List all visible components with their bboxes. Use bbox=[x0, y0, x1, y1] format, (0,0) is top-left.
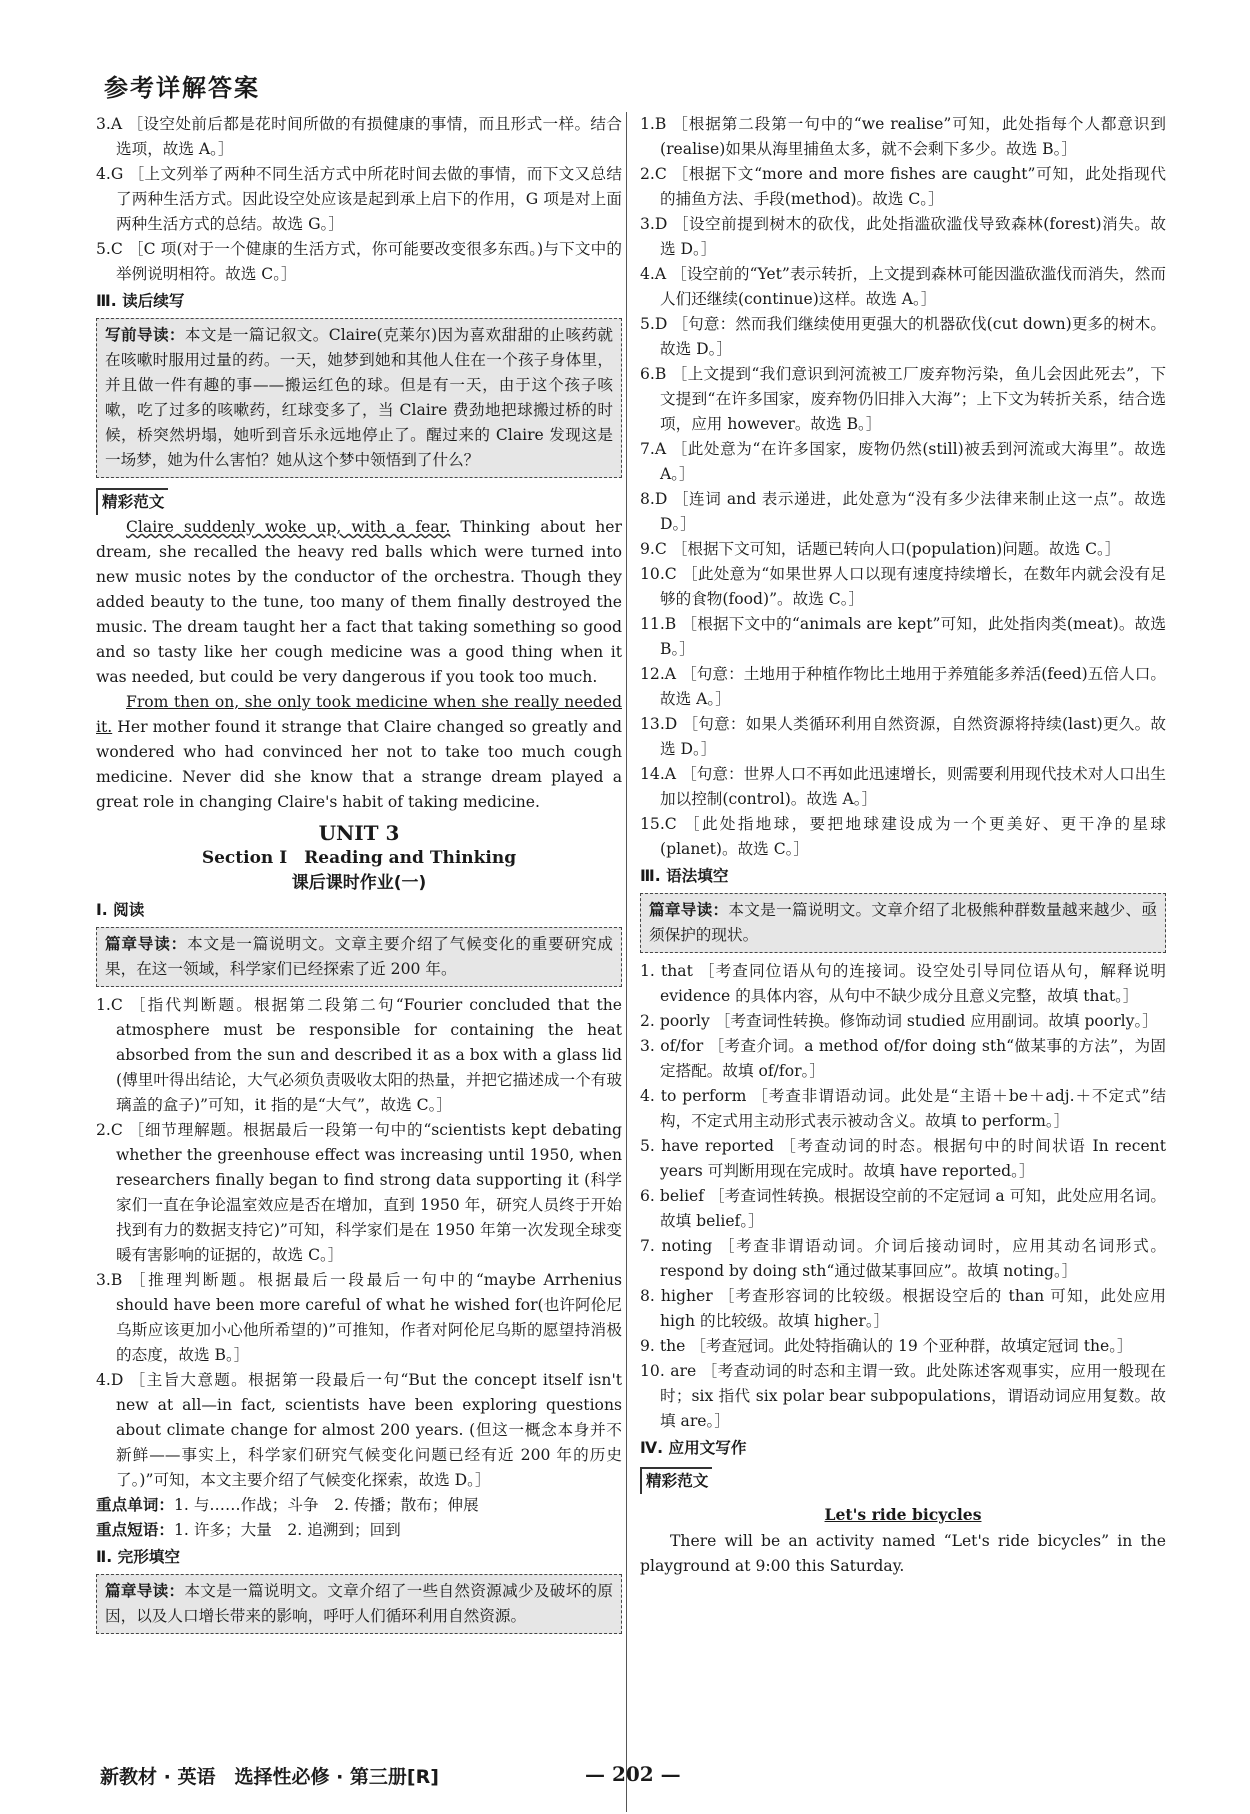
essay-paragraph bbox=[96, 690, 622, 815]
answer-item: 4.D ［主旨大意题。根据第一段最后一句“But the concept itself isn't new at all—in fact, scientists have been exploring questions about climate change for almost 200 years. (但这一概念本身并不新鲜——事实上，科学家们研究气候变化问题已经有近 200 年的历史了。)”可知，本文主要介绍了气候变化探索，故选 D。］ bbox=[96, 1371, 622, 1489]
section-title: Section Ⅰ Reading and Thinking bbox=[201, 848, 517, 868]
answer-item: 1.B ［根据第二段第一句中的“we realise”可知，此处指每个人都意识到(realise)如果从海里捕鱼太多，就不会剩下多少。故选 B。］ bbox=[640, 115, 1166, 158]
answer-item: 8.D ［连词 and 表示递进，此处意为“没有多少法律来制止这一点”。故选 D。］ bbox=[640, 490, 1166, 533]
right-column bbox=[640, 112, 1166, 1579]
answer-item: 2.C ［根据下文“more and more fishes are caught”可知，此处指现代的捕鱼方法、手段(method)。故选 C。］ bbox=[640, 165, 1166, 208]
key-words-label: 重点单词： bbox=[96, 1496, 174, 1514]
answer-item: 4. to perform ［考查非谓语动词。此处是“主语＋be＋adj.＋不定式”结构，不定式用主动形式表示被动含义。故填 to perform。］ bbox=[640, 1087, 1166, 1130]
section-heading: Ⅰ. 阅读 bbox=[96, 901, 145, 919]
underlined-sentence: Claire suddenly woke up, with a fear. bbox=[126, 518, 451, 536]
answer-item: 5.C ［C 项(对于一个健康的生活方式，你可能要改变很多东西。)与下文中的举例说明相符。故选 C。］ bbox=[96, 240, 622, 283]
answer-item: 4.A ［设空前的“Yet”表示转折，上文提到森林可能因滥砍滥伐而消失，然而人们还继续(continue)这样。故选 A。］ bbox=[640, 265, 1166, 308]
answer-item: 9. the ［考查冠词。此处特指确认的 19 个亚种群，故填定冠词 the。］ bbox=[640, 1337, 1133, 1355]
key-words-text: 1. 与……作战；斗争 2. 传播；散布；伸展 bbox=[173, 1496, 479, 1514]
key-phrases bbox=[96, 1518, 622, 1543]
answer-item: 5.D ［句意：然而我们继续使用更强大的机器砍伐(cut down)更多的树木。故选 D。］ bbox=[640, 315, 1166, 358]
answer-item: 10.C ［此处意为“如果世界人口以现有速度持续增长，在数年内就会没有足够的食物(food)”。故选 C。］ bbox=[640, 565, 1166, 608]
underlined-sentence: From then on, she only took medicine when she really needed it. bbox=[96, 693, 622, 736]
reading-guide bbox=[96, 1574, 622, 1634]
paragraph-text: Thinking about her dream, she recalled the heavy red balls which were turned into new music notes by the conductor of the orchestra. Though they added beauty to the tune, too many of them finally destroyed the music. The dream taught her a fact that taking something so good and so tasty like her cough medicine was a good thing when it was needed, but could be very dangerous if you took too much. bbox=[96, 518, 622, 686]
answer-item: 3.D ［设空前提到树木的砍伐，此处指滥砍滥伐导致森林(forest)消失。故选 D。］ bbox=[640, 215, 1166, 258]
section-heading: Ⅱ. 完形填空 bbox=[96, 1548, 180, 1566]
answer-item: 5. have reported ［考查动词的时态。根据句中的时间状语 In recent years 可判断用现在完成时。故填 have reported。］ bbox=[640, 1137, 1166, 1180]
guide-text: 本文是一篇说明文。文章主要介绍了气候变化的重要研究成果，在这一领域，科学家们已经探索了近 200 年。 bbox=[105, 935, 613, 978]
reading-guide bbox=[96, 927, 622, 987]
answer-item: 13.D ［句意：如果人类循环利用自然资源，自然资源将持续(last)更久。故选 D。］ bbox=[640, 715, 1166, 758]
column-divider bbox=[626, 112, 627, 1812]
model-essay bbox=[640, 1529, 1166, 1579]
page-number: — 202 — bbox=[585, 1762, 681, 1786]
answer-item: 12.A ［句意：土地用于种植作物比土地用于养殖能多养活(feed)五倍人口。故选 A。］ bbox=[640, 665, 1166, 708]
guide-label: 写前导读： bbox=[105, 326, 185, 344]
essay-paragraph: There will be an activity named “Let's ride bicycles” in the playground at 9:00 this Saturday. bbox=[640, 1532, 1166, 1575]
guide-label: 篇章导读： bbox=[105, 935, 188, 953]
answer-item: 3. of/for ［考查介词。a method of/for doing sth“做某事的方法”，为固定搭配。故填 of/for。］ bbox=[640, 1037, 1166, 1080]
reading-guide bbox=[640, 893, 1166, 953]
answer-item: 3.B ［推理判断题。根据最后一段最后一句中的“maybe Arrhenius should have been more careful of what he wished for(也许阿伦尼乌斯应该更加小心他所希望的)”可推知，作者对阿伦尼乌斯的愿望持消极的态度，故选 B。］ bbox=[96, 1271, 622, 1364]
answer-item: 3.A ［设空处前后都是花时间所做的有损健康的事情，而且形式一样。结合选项，故选 A。］ bbox=[96, 115, 622, 158]
answer-item: 11.B ［根据下文中的“animals are kept”可知，此处指肉类(meat)。故选 B。］ bbox=[640, 615, 1166, 658]
unit-title: UNIT 3 bbox=[318, 821, 400, 845]
book-title: 新教材 · 英语 选择性必修 · 第三册[R] bbox=[100, 1766, 439, 1788]
guide-text: 本文是一篇记叙文。Claire(克莱尔)因为喜欢甜甜的止咳药就在咳嗽时服用过量的药。一天，她梦到她和其他人住在一个孩子身体里，并且做一件有趣的事——搬运红色的球。但是有一天，由于这个孩子咳嗽，吃了过多的咳嗽药，红球变多了，当 Claire 费劲地把球搬过桥的时候，桥突然坍塌，她听到音乐永远地停止了。醒过来的 Claire 发现这是一场梦，她为什么害怕？她从这个梦中领悟到了什么？ bbox=[105, 326, 613, 469]
answer-item: 2.C ［细节理解题。根据最后一段第一句中的“scientists kept debating whether the greenhouse effect was increasing until 1950, when researchers finally began to find strong data supporting it (科学家们一直在争论温室效应是否在增加，直到 1950 年，研究人员终于开始找到有力的数据支持它)”可知，科学家们是在 1950 年第一次发现全球变暖有害影响的证据的，故选 C。］ bbox=[96, 1121, 622, 1264]
answer-item: 1.C ［指代判断题。根据第二段第二句“Fourier concluded that the atmosphere must be responsible for containing the heat absorbed from the sun and described it as a box with a glass lid (傅里叶得出结论，大气必须负责吸收太阳的热量，并把它描述成一个有玻璃盖的盒子)”可知，it 指的是“大气”，故选 C。］ bbox=[96, 996, 622, 1114]
paragraph-text: Her mother found it strange that Claire changed so greatly and wondered who had convinced her not to take too much cough medicine. Never did she know that a strange dream played a great role in changing Claire's habit of taking medicine. bbox=[96, 718, 622, 811]
guide-label: 篇章导读： bbox=[649, 901, 729, 919]
answer-item: 8. higher ［考查形容词的比较级。根据设空后的 than 可知，此处应用 high 的比较级。故填 higher。］ bbox=[640, 1287, 1166, 1330]
guide-text: 本文是一篇说明文。文章介绍了北极熊种群数量越来越少、亟须保护的现状。 bbox=[649, 901, 1157, 944]
answer-item: 9.C ［根据下文可知，话题已转向人口(population)问题。故选 C。］ bbox=[640, 540, 1121, 558]
answer-item: 6.B ［上文提到“我们意识到河流被工厂废弃物污染，鱼儿会因此死去”，下文提到“在许多国家，废弃物仍旧排入大海”；上下文为转折关系，结合选项，应用 however。故选 B。］ bbox=[640, 365, 1166, 433]
key-words bbox=[96, 1493, 622, 1518]
reading-guide bbox=[96, 318, 622, 478]
answer-item: 7.A ［此处意为“在许多国家，废物仍然(still)被丢到河流或大海里”。故选 A。］ bbox=[640, 440, 1166, 483]
section-heading: Ⅳ. 应用文写作 bbox=[640, 1439, 747, 1457]
answer-item: 14.A ［句意：世界人口不再如此迅速增长，则需要利用现代技术对人口出生加以控制(control)。故选 A。］ bbox=[640, 765, 1166, 808]
essay-title: Let's ride bicycles bbox=[824, 1505, 982, 1524]
guide-text: 本文是一篇说明文。文章介绍了一些自然资源减少及破坏的原因，以及人口增长带来的影响，呼吁人们循环利用自然资源。 bbox=[105, 1582, 613, 1625]
answer-item: 2. poorly ［考查词性转换。修饰动词 studied 应用副词。故填 poorly。］ bbox=[640, 1012, 1158, 1030]
answer-item: 1. that ［考查同位语从句的连接词。设空处引导同位语从句，解释说明 evidence 的具体内容，从句中不缺少成分且意义完整，故填 that。］ bbox=[640, 962, 1166, 1005]
model-essay-tag: 精彩范文 bbox=[96, 488, 168, 515]
key-phrases-text: 1. 许多；大量 2. 追溯到；回到 bbox=[173, 1521, 401, 1539]
essay-paragraph bbox=[96, 515, 622, 690]
left-column bbox=[96, 112, 622, 1640]
answer-item: 10. are ［考查动词的时态和主谓一致。此处陈述客观事实，应用一般现在时；six 指代 six polar bear subpopulations，谓语动词应用复数。故填 are。］ bbox=[640, 1362, 1166, 1430]
answer-item: 6. belief ［考查词性转换。根据设空前的不定冠词 a 可知，此处应用名词。故填 belief。］ bbox=[640, 1187, 1166, 1230]
answer-item: 7. noting ［考查非谓语动词。介词后接动词时，应用其动名词形式。respond by doing sth“通过做某事回应”。故填 noting。］ bbox=[640, 1237, 1166, 1280]
guide-label: 篇章导读： bbox=[105, 1582, 185, 1600]
section-heading: Ⅲ. 读后续写 bbox=[96, 292, 185, 310]
answer-item: 4.G ［上文列举了两种不同生活方式中所花时间去做的事情，而下文又总结了两种生活方式。因此设空处应该是起到承上启下的作用，G 项是对上面两种生活方式的总结。故选 G。］ bbox=[96, 165, 622, 233]
key-phrases-label: 重点短语： bbox=[96, 1521, 174, 1539]
model-essay bbox=[96, 515, 622, 815]
section-heading: Ⅲ. 语法填空 bbox=[640, 867, 729, 885]
model-essay-tag: 精彩范文 bbox=[640, 1467, 712, 1494]
page-title: 参考详解答案 bbox=[104, 74, 260, 102]
homework-title: 课后课时作业(一) bbox=[291, 873, 427, 893]
answer-item: 15.C ［此处指地球，要把地球建设成为一个更美好、更干净的星球(planet)。故选 C。］ bbox=[640, 815, 1166, 858]
